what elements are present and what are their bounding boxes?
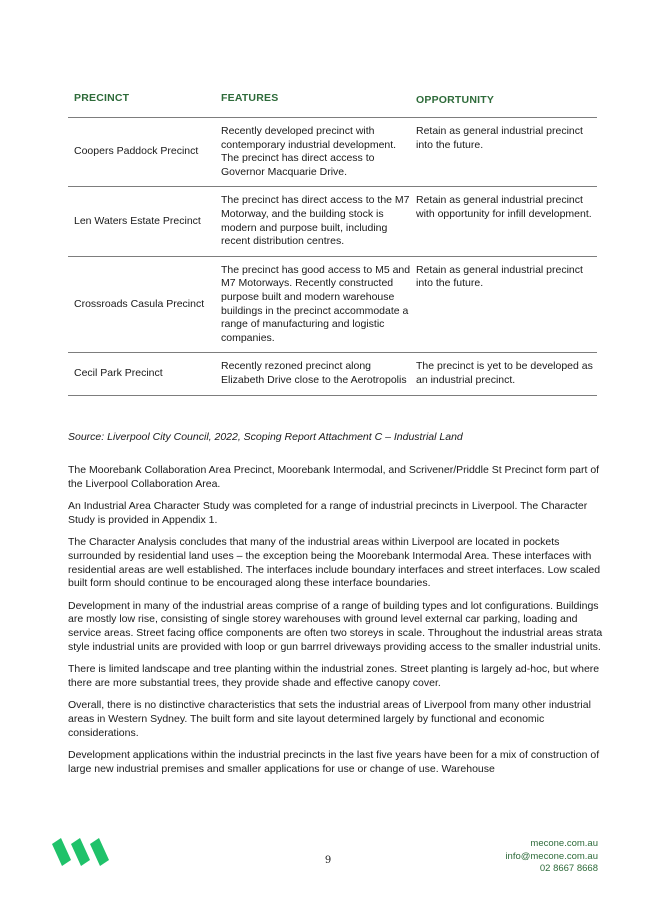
opportunity-cell: Retain as general industrial precinct into the future. xyxy=(416,263,583,290)
table-source-caption: Source: Liverpool City Council, 2022, Scoping Report Attachment C – Industrial Land xyxy=(68,431,463,443)
mecone-logo-icon xyxy=(52,838,110,866)
footer-contact xyxy=(505,838,598,876)
page-number: 9 xyxy=(324,855,332,866)
paragraph: Development in many of the industrial areas comprise of a range of building types and lot configurations. Buildings are mostly low rise, consisting of single storey warehouses with ground level external car parking, loading and service areas. Street facing office components are often two storeys in scale. Throughout the industrial areas strata style industrial units are provided with loop or gun barrrel driveways providing access to the smaller industrial units. xyxy=(68,599,603,653)
table-row xyxy=(68,117,597,186)
header-opportunity: OPPORTUNITY xyxy=(416,94,495,106)
table-header xyxy=(68,88,597,117)
features-cell: The precinct has good access to M5 and M7 Motorways. Recently constructed purpose built and modern warehouse buildings in the precinct accommodate a range of manufacturing and logistic companies. xyxy=(221,263,411,344)
body-text xyxy=(68,464,605,785)
table-row xyxy=(68,256,597,353)
precinct-cell: Crossroads Casula Precinct xyxy=(74,297,205,310)
paragraph: The Character Analysis concludes that many of the industrial areas within Liverpool are located in pockets surrounded by residential land uses – the exception being the Moorebank Intermodal Area. These interfaces with residential areas are well established. The interfaces include boundary interfaces and street interfaces. Low scaled built form should continue to be encouraged along these interface boundaries. xyxy=(68,536,601,590)
table-row xyxy=(68,186,597,255)
paragraph: Development applications within the industrial precincts in the last five years have been for a mix of construction of large new industrial premises and smaller applications for use or change of use. Warehouse xyxy=(68,749,600,775)
header-features: FEATURES xyxy=(221,92,279,104)
features-cell: Recently developed precinct with contemporary industrial development. The precinct has direct access to Governor Macquarie Drive. xyxy=(221,125,397,178)
paragraph: Overall, there is no distinctive characteristics that sets the industrial areas of Liverpool from many other industrial areas in Western Sydney. The built form and site layout determined largely by functional and economic considerations. xyxy=(68,699,591,739)
precinct-cell: Coopers Paddock Precinct xyxy=(74,145,199,158)
website-link[interactable]: mecone.com.au xyxy=(530,838,598,849)
paragraph: The Moorebank Collaboration Area Precinct, Moorebank Intermodal, and Scrivener/Priddle St Precinct form part of the Liverpool Collaboration Area. xyxy=(68,464,600,490)
precinct-cell: Cecil Park Precinct xyxy=(74,367,163,380)
logo-bar xyxy=(71,838,90,866)
features-cell: Recently rezoned precinct along Elizabeth Drive close to the Aerotropolis xyxy=(221,360,407,386)
paragraph: There is limited landscape and tree planting within the industrial zones. Street planting is largely ad-hoc, but where there are more substantial trees, they provide shade and effective canopy cover. xyxy=(68,663,600,689)
paragraph: An Industrial Area Character Study was completed for a range of industrial precincts in Liverpool. The Character Study is provided in Appendix 1. xyxy=(68,500,588,526)
precinct-cell: Len Waters Estate Precinct xyxy=(74,214,201,227)
logo-bar xyxy=(90,838,109,866)
table-row xyxy=(68,352,597,395)
email-link[interactable]: info@mecone.com.au xyxy=(505,850,598,862)
opportunity-cell: Retain as general industrial precinct into the future. xyxy=(416,125,583,151)
precinct-table xyxy=(68,88,597,396)
opportunity-cell: The precinct is yet to be developed as an industrial precinct. xyxy=(416,360,593,386)
logo-bar xyxy=(52,838,71,866)
phone-number: 02 8667 8668 xyxy=(539,863,598,875)
header-precinct: PRECINCT xyxy=(74,92,130,104)
features-cell: The precinct has direct access to the M7 Motorway, and the building stock is modern and purpose built, including recent distribution centres. xyxy=(221,194,410,248)
opportunity-cell: Retain as general industrial precinct with opportunity for infill development. xyxy=(416,194,592,220)
